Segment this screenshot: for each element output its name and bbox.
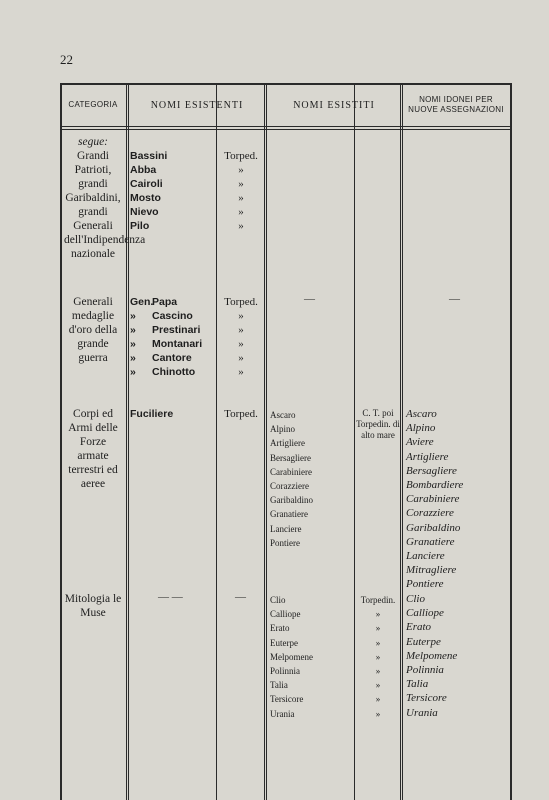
category-cell bbox=[64, 407, 122, 491]
list-item: Euterpe bbox=[406, 635, 441, 648]
header-nomi-idonei: NOMI IDONEI PER NUOVE ASSEGNAZIONI bbox=[408, 95, 504, 114]
list-item: Polinnia bbox=[406, 664, 444, 677]
new-names-list bbox=[406, 407, 463, 592]
existing-types-list: Torped. bbox=[224, 408, 258, 420]
list-item: Clio bbox=[406, 593, 425, 605]
list-item: Mitragliere bbox=[406, 564, 457, 577]
header-nomi-esistenti: NOMI ESISTENTI bbox=[150, 99, 244, 111]
list-item: Polinnia bbox=[270, 666, 301, 677]
list-item: Urania bbox=[406, 706, 438, 719]
table-rule bbox=[60, 129, 512, 130]
list-item: Mosto bbox=[130, 192, 161, 204]
list-item: Bassini bbox=[130, 150, 168, 162]
list-item: » Chinotto bbox=[130, 366, 196, 378]
list-item: Pontiere bbox=[406, 578, 444, 591]
category-cell bbox=[64, 592, 122, 620]
header-nomi-esistiti: NOMI ESISTITI bbox=[293, 99, 375, 111]
list-item: Gen. Papa bbox=[130, 296, 178, 308]
existed-names-list bbox=[270, 408, 313, 550]
list-item: Tersicore bbox=[270, 694, 304, 705]
page-number: 22 bbox=[60, 52, 73, 67]
category-text: Grandi Patrioti, grandi Garibaldini, grandi Generali dell'Indipendenza nazionale bbox=[64, 150, 146, 260]
names-table bbox=[60, 83, 512, 800]
list-item: Garibaldino bbox=[406, 521, 461, 534]
list-item: Melpomene bbox=[270, 651, 313, 662]
category-text: Corpi ed Armi delle Forze armate terrestri ed aeree bbox=[68, 408, 118, 490]
table-rule bbox=[216, 83, 217, 800]
existing-names-list bbox=[130, 407, 173, 421]
list-item: Bombardiere bbox=[406, 479, 464, 492]
list-item: Fuciliere bbox=[130, 408, 174, 420]
list-item: Garibaldino bbox=[270, 495, 313, 506]
new-names-list bbox=[406, 592, 457, 720]
existing-types-list: Torped. » » » » » bbox=[224, 150, 258, 232]
list-item: Calliope bbox=[270, 609, 301, 620]
list-item: Erato bbox=[270, 623, 290, 634]
list-item: Pontiere bbox=[270, 537, 300, 548]
list-item: Alpino bbox=[406, 422, 436, 435]
list-item: Aviere bbox=[406, 436, 434, 449]
empty-dash: — bbox=[304, 293, 315, 305]
list-item: Euterpe bbox=[270, 637, 298, 648]
list-item: Melpomene bbox=[406, 649, 458, 662]
table-rule bbox=[266, 83, 267, 800]
table-rule bbox=[510, 83, 512, 800]
list-item: » Cantore bbox=[130, 352, 192, 364]
list-item: Corazziere bbox=[270, 481, 309, 492]
existed-names-list bbox=[270, 593, 313, 721]
list-item: Clio bbox=[270, 595, 286, 605]
list-item: Nievo bbox=[130, 206, 159, 218]
list-item: Tersicore bbox=[406, 692, 447, 705]
list-item: Talia bbox=[270, 680, 288, 691]
existing-types-list: Torped. » » » » » bbox=[224, 296, 258, 378]
list-item: Talia bbox=[406, 678, 429, 691]
list-item: Lanciere bbox=[270, 523, 302, 534]
list-item: » Cascino bbox=[130, 310, 193, 322]
list-item: » Montanari bbox=[130, 338, 203, 350]
empty-dash: — bbox=[449, 293, 460, 305]
existed-types-list: Torpedin. » » » » » » » » bbox=[360, 595, 396, 719]
table-rule bbox=[60, 83, 62, 800]
list-item: Bersagliere bbox=[270, 452, 311, 463]
list-item: Artigliere bbox=[270, 438, 305, 449]
list-item: Pilo bbox=[130, 220, 150, 232]
table-rule bbox=[128, 83, 129, 800]
table-rule bbox=[126, 83, 127, 800]
header-categoria: CATEGORIA bbox=[68, 100, 118, 109]
list-item: Carabiniere bbox=[270, 466, 312, 477]
list-item: Calliope bbox=[406, 607, 444, 620]
list-item: Granatiere bbox=[270, 509, 308, 520]
list-item: Abba bbox=[130, 164, 157, 176]
table-rule bbox=[264, 83, 265, 800]
list-item: Granatiere bbox=[406, 535, 455, 548]
list-item: Corazziere bbox=[406, 507, 454, 520]
list-item: Carabiniere bbox=[406, 493, 460, 506]
segue-label: segue: bbox=[77, 136, 108, 148]
category-cell bbox=[64, 295, 122, 365]
list-item: Ascaro bbox=[270, 410, 296, 420]
list-item: Urania bbox=[270, 708, 295, 719]
existing-names-list bbox=[130, 295, 202, 379]
list-item: » Prestinari bbox=[130, 324, 201, 336]
list-item: Bersagliere bbox=[406, 464, 457, 477]
empty-dash: — — bbox=[158, 591, 183, 603]
list-item: Erato bbox=[406, 621, 432, 634]
list-item: Alpino bbox=[270, 424, 296, 435]
list-item: Cairoli bbox=[130, 178, 163, 190]
list-item: Ascaro bbox=[406, 408, 437, 420]
existing-names-list bbox=[130, 149, 167, 233]
empty-dash: — bbox=[235, 591, 246, 603]
list-item: Lanciere bbox=[406, 550, 445, 563]
existed-type: C. T. poi Torpedin. di alto mare bbox=[356, 408, 400, 440]
list-item: Artigliere bbox=[406, 450, 449, 463]
category-text: Mitologia le Muse bbox=[64, 593, 122, 619]
category-text: Generali medaglie d'oro della grande guerra bbox=[68, 296, 118, 364]
